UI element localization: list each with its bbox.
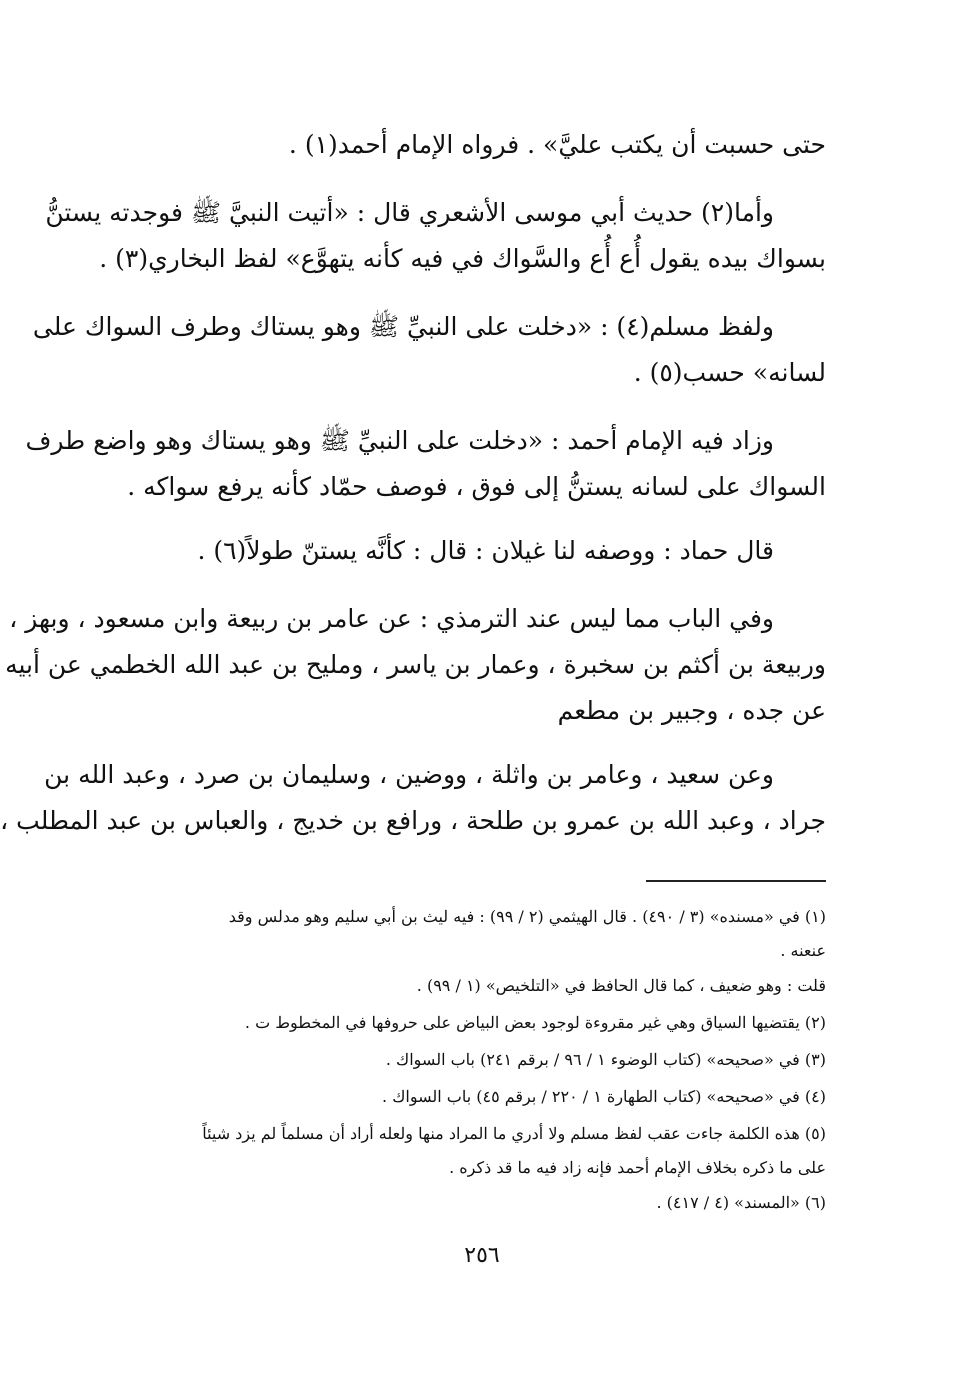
paragraph-4 [25,418,826,510]
paragraph-3 [32,304,826,396]
paragraph-1 [116,122,826,168]
text-line: بسواك بيده يقول أُع أُع والسَّواك في فيه كأنه يتهوَّع» لفظ البخاري(٣) . [99,244,826,273]
text-line: وربيعة بن أكثم بن سخبرة ، وعمار بن ياسر ، ومليح بن عبد الله الخطمي عن أبيه [5,650,826,679]
text-line: قال حماد : ووصفه لنا غيلان : قال : كأنَّه يستنّ طولاً(٦) . [197,536,774,565]
text-line: وعن سعيد ، وعامر بن واثلة ، ووضين ، وسليمان بن صرد ، وعبد الله بن [44,760,774,789]
paragraph-5 [116,528,826,574]
paragraph-6 [5,596,826,734]
footnotes [116,898,826,1221]
main-text [0,122,826,844]
text-line: جراد ، وعبد الله بن عمرو بن طلحة ، ورافع بن خديج ، والعباس بن عبد المطلب ، [0,806,826,835]
footnote-line: (٢) يقتضيها السياق وهي غير مقروءة لوجود بعض البياض على حروفها في المخطوط ت . [244,1013,826,1032]
footnote-line: (٤) في «صحيحه» (كتاب الطهارة ١ / ٢٢٠ / برقم ٤٥) باب السواك . [382,1087,826,1106]
footnote-line: (٣) في «صحيحه» (كتاب الوضوء ١ / ٩٦ / برقم ٢٤١) باب السواك . [385,1050,826,1069]
footnote-line: قلت : وهو ضعيف ، كما قال الحافظ في «التلخيص» (١ / ٩٩) . [416,976,826,995]
footnote-line: (٦) «المسند» (٤ / ٤١٧) . [656,1193,826,1212]
paragraph-7 [0,752,826,844]
text-line: لسانه» حسب(٥) . [633,358,826,387]
footnote-line: على ما ذكره بخلاف الإمام أحمد فإنه زاد فيه ما قد ذكره . [449,1158,826,1177]
text-line: ولفظ مسلم(٤) : «دخلت على النبيِّ ﷺ وهو يستاك وطرف السواك على [32,312,774,341]
footnote-line: عنعنه . [780,941,826,960]
footnote-line: (٥) هذه الكلمة جاءت عقب لفظ مسلم ولا أدري ما المراد منها ولعله أراد أن مسلماً لم يزد شيئاً [202,1124,826,1143]
text-line: عن جده ، وجبير بن مطعم [557,696,826,725]
text-line: وفي الباب مما ليس عند الترمذي : عن عامر بن ربيعة وابن مسعود ، وبهز ، [9,604,774,633]
page-number: ٢٥٦ [464,1243,500,1268]
text-line: حتى حسبت أن يكتب عليَّ» . فرواه الإمام أحمد(١) . [288,130,826,159]
footnote-separator [646,880,826,882]
text-line: وأما(٢) حديث أبي موسى الأشعري قال : «أتيت النبيَّ ﷺ فوجدته يستنُّ [45,198,774,227]
text-line: السواك على لسانه يستنُّ إلى فوق ، فوصف حمّاد كأنه يرفع سواكه . [127,472,826,501]
text-line: وزاد فيه الإمام أحمد : «دخلت على النبيِّ ﷺ وهو يستاك وهو واضع طرف [25,426,774,455]
paragraph-2 [45,190,826,282]
footnote-line: (١) في «مسنده» (٣ / ٤٩٠) . قال الهيثمي (٢ / ٩٩) : فيه ليث بن أبي سليم وهو مدلس وقد [228,907,826,926]
